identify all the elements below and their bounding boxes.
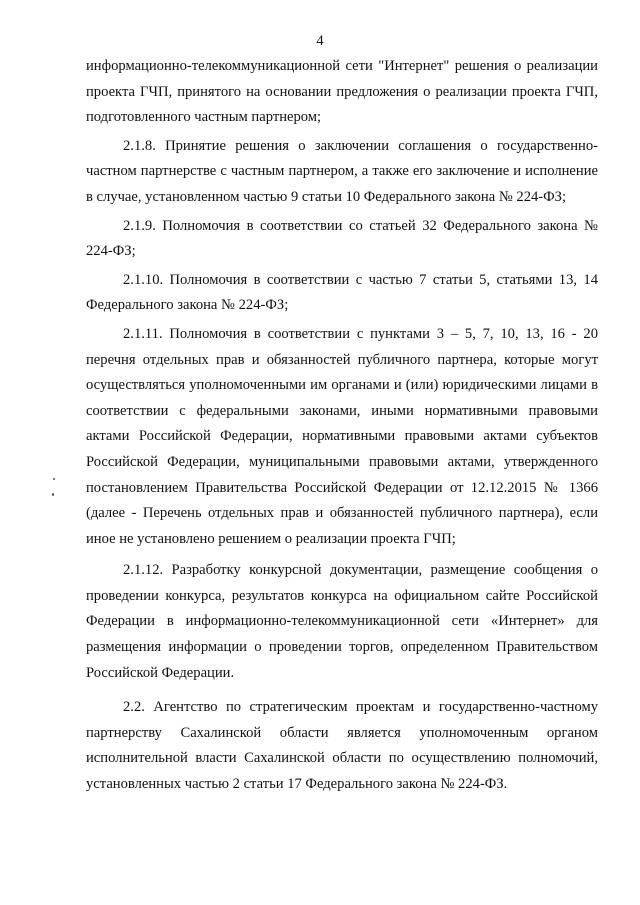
paragraph-2-1-12: 2.1.12. Разработку конкурсной документации, размещение сообщения о проведении конкурса, результатов конкурса на официальном сайте Российской Федерации в информационно-телекоммуникационной сети «Интернет» для размещения информации о проведении торгов, определенном Правительством Российской Федерации. [86, 562, 598, 681]
paragraph-2-2: 2.2. Агентство по стратегическим проектам и государственно-частному партнерству Сахалинской области является уполномоченным органом исполнительной власти Сахалинской области по осуществлению полномочий, установленных частью 2 статьи 17 Федерального закона № 224-ФЗ. [86, 699, 598, 793]
page-number: 4 [316, 33, 324, 49]
paragraph-continuation: информационно-телекоммуникационной сети "Интернет" решения о реализации проекта ГЧП, принятого на основании предложения о реализации проекта ГЧП, подготовленного частным партнером; [86, 58, 598, 126]
paragraph-2-1-11: 2.1.11. Полномочия в соответствии с пунктами 3 – 5, 7, 10, 13, 16 - 20 перечня отдельных прав и обязанностей публичного партнера, которые могут осуществляться уполномоченными им органами и (или) юридическими лицами в соответствии с федеральными законами, иными нормативными правовыми актами Российской Федерации, нормативными правовыми актами субъектов Российской Федерации, муниципальными правовыми актами, утвержденного постановлением Правительства Российской Федерации от 12.12.2015 № 1366 (далее - Перечень отдельных прав и обязанностей публичного партнера), если иное не установлено решением о реализации проекта ГЧП; [86, 325, 598, 547]
paragraph-2-1-8: 2.1.8. Принятие решения о заключении соглашения о государственно-частном партнерстве с частным партнером, а также его заключение и исполнение в случае, установленном частью 9 статьи 10 Федерального закона № 224-ФЗ; [86, 137, 598, 205]
document-body [86, 54, 598, 798]
scan-specks [52, 478, 56, 498]
paragraph-2-1-9: 2.1.9. Полномочия в соответствии со статьей 32 Федерального закона № 224-ФЗ; [86, 217, 598, 260]
paragraph-2-1-10: 2.1.10. Полномочия в соответствии с частью 7 статьи 5, статьями 13, 14 Федерального закона № 224-ФЗ; [86, 271, 598, 314]
